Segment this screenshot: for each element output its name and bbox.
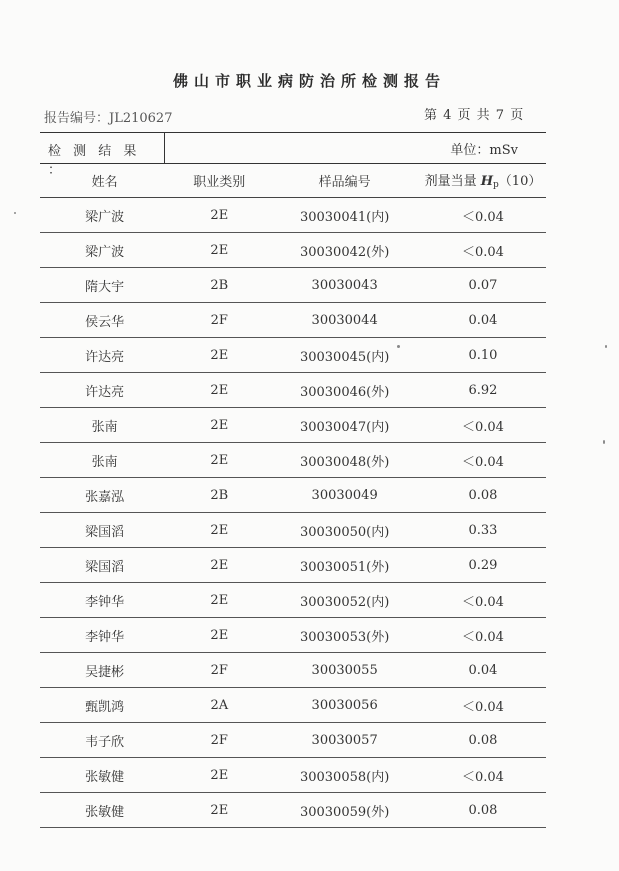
table-row: [40, 373, 546, 408]
cell-category: 2E: [169, 758, 269, 793]
cell-dose: ＜0.04: [420, 443, 546, 478]
cell-name: 侯云华: [40, 303, 169, 338]
cell-category: 2B: [169, 478, 269, 513]
cell-name: 梁国滔: [40, 513, 169, 548]
results-label: 检 测 结 果 ：: [48, 144, 141, 178]
cell-sample: 30030044: [269, 303, 420, 338]
cell-name: 许达亮: [40, 338, 169, 373]
results-divider: [164, 133, 165, 163]
cell-name: 甄凯鸿: [40, 688, 169, 723]
cell-category: 2A: [169, 688, 269, 723]
cell-sample: 30030048(外): [269, 443, 420, 478]
cell-category: 2E: [169, 233, 269, 268]
cell-dose: ＜0.04: [420, 688, 546, 723]
table-row: [40, 233, 546, 268]
cell-dose: 0.10: [420, 338, 546, 373]
header-dose: [420, 163, 546, 198]
results-header: [40, 132, 546, 178]
cell-name: 吴捷彬: [40, 653, 169, 688]
header-category: 职业类别: [169, 163, 269, 198]
cell-sample: 30030056: [269, 688, 420, 723]
cell-sample: 30030059(外): [269, 793, 420, 828]
cell-category: 2E: [169, 548, 269, 583]
table-row: [40, 513, 546, 548]
cell-dose: 0.04: [420, 653, 546, 688]
cell-category: 2F: [169, 723, 269, 758]
table-row: [40, 548, 546, 583]
cell-sample: 30030052(内): [269, 583, 420, 618]
cell-sample: 30030055: [269, 653, 420, 688]
header-dose-symbol: H: [480, 174, 494, 189]
header-dose-suffix: （10）: [498, 174, 542, 189]
scan-speck: [14, 212, 16, 214]
table-row: [40, 723, 546, 758]
cell-category: 2E: [169, 618, 269, 653]
table-row: [40, 793, 546, 828]
results-table: [40, 163, 546, 828]
cell-sample: 30030047(内): [269, 408, 420, 443]
unit-label: 单位：mSv: [450, 143, 518, 158]
cell-sample: 30030051(外): [269, 548, 420, 583]
table-row: [40, 758, 546, 793]
header-name: 姓名: [40, 163, 169, 198]
cell-dose: ＜0.04: [420, 408, 546, 443]
cell-sample: 30030046(外): [269, 373, 420, 408]
cell-name: 梁广波: [40, 198, 169, 233]
table-row: [40, 618, 546, 653]
cell-dose: 0.33: [420, 513, 546, 548]
cell-category: 2B: [169, 268, 269, 303]
cell-category: 2F: [169, 653, 269, 688]
table-row: [40, 198, 546, 233]
cell-dose: 0.29: [420, 548, 546, 583]
cell-name: 梁国滔: [40, 548, 169, 583]
cell-sample: 30030057: [269, 723, 420, 758]
page-title: 佛山市职业病防治所检测报告: [172, 72, 446, 90]
cell-name: 张南: [40, 443, 169, 478]
table-row: [40, 303, 546, 338]
header-dose-sub: p: [493, 180, 499, 190]
cell-sample: 30030043: [269, 268, 420, 303]
cell-dose: ＜0.04: [420, 758, 546, 793]
cell-name: 张敏健: [40, 758, 169, 793]
cell-name: 梁广波: [40, 233, 169, 268]
cell-category: 2F: [169, 303, 269, 338]
cell-category: 2E: [169, 793, 269, 828]
cell-name: 张嘉泓: [40, 478, 169, 513]
table-body: [40, 198, 546, 828]
scan-speck: [397, 345, 400, 348]
cell-sample: 30030050(内): [269, 513, 420, 548]
cell-category: 2E: [169, 373, 269, 408]
page-info: 第 4 页 共 7 页: [424, 108, 525, 123]
scan-speck: [605, 345, 607, 348]
cell-sample: 30030053(外): [269, 618, 420, 653]
cell-dose: ＜0.04: [420, 198, 546, 233]
table-row: [40, 583, 546, 618]
cell-sample: 30030041(内): [269, 198, 420, 233]
cell-dose: 0.07: [420, 268, 546, 303]
cell-dose: ＜0.04: [420, 233, 546, 268]
table-row: [40, 688, 546, 723]
cell-category: 2E: [169, 338, 269, 373]
cell-dose: 0.08: [420, 723, 546, 758]
cell-dose: 0.08: [420, 793, 546, 828]
cell-name: 隋大宇: [40, 268, 169, 303]
cell-sample: 30030049: [269, 478, 420, 513]
table-header-row: [40, 163, 546, 198]
cell-dose: ＜0.04: [420, 583, 546, 618]
table-row: [40, 408, 546, 443]
cell-category: 2E: [169, 408, 269, 443]
cell-name: 张南: [40, 408, 169, 443]
cell-sample: 30030045(内): [269, 338, 420, 373]
cell-dose: 0.08: [420, 478, 546, 513]
table-row: [40, 338, 546, 373]
cell-category: 2E: [169, 198, 269, 233]
cell-name: 韦子欣: [40, 723, 169, 758]
header-sample: 样品编号: [269, 163, 420, 198]
cell-sample: 30030042(外): [269, 233, 420, 268]
cell-category: 2E: [169, 513, 269, 548]
report-number: 报告编号：JL210627: [44, 111, 173, 126]
cell-dose: 0.04: [420, 303, 546, 338]
table-row: [40, 443, 546, 478]
cell-name: 张敏健: [40, 793, 169, 828]
cell-name: 李钟华: [40, 618, 169, 653]
cell-sample: 30030058(内): [269, 758, 420, 793]
cell-name: 许达亮: [40, 373, 169, 408]
cell-dose: ＜0.04: [420, 618, 546, 653]
table-row: [40, 478, 546, 513]
header-dose-prefix: 剂量当量: [424, 174, 477, 189]
cell-dose: 6.92: [420, 373, 546, 408]
scan-speck: [603, 440, 605, 444]
table-row: [40, 268, 546, 303]
cell-category: 2E: [169, 443, 269, 478]
cell-category: 2E: [169, 583, 269, 618]
table-row: [40, 653, 546, 688]
cell-name: 李钟华: [40, 583, 169, 618]
